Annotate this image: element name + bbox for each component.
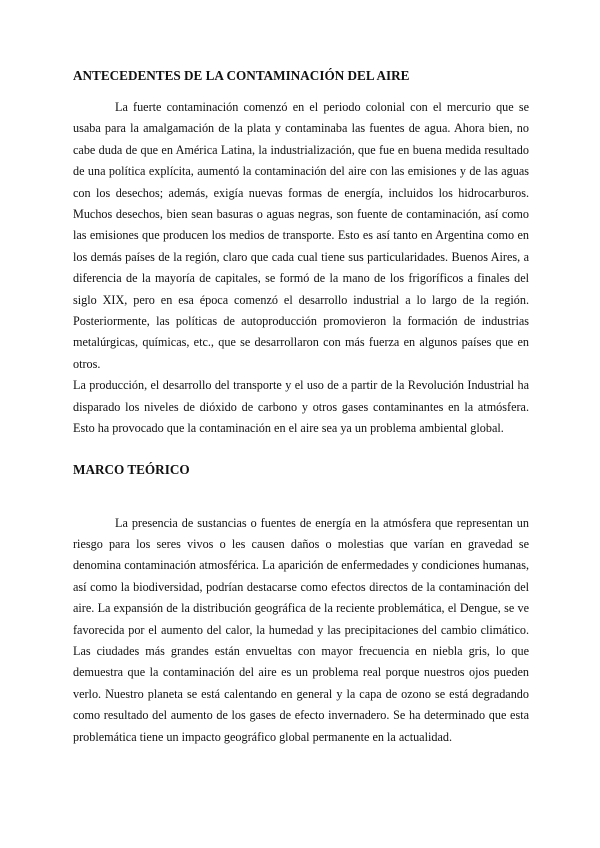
- paragraph-antecedentes-1: La fuerte contaminación comenzó en el periodo colonial con el mercurio que se usaba para la amalgamación de la plata y contaminaba las fuentes de agua. Ahora bien, no cabe duda de que en América Latina, la industrialización, que fue en buena medida resultado de una política explícita, aumentó la contaminación del aire con las emisiones y de las aguas con los desechos; además, exigía nuevas formas de energía, incluidos los hidrocarburos. Muchos desechos, bien sean basuras o aguas negras, son fuente de contaminación, así como las emisiones que producen los medios de transporte. Esto es así tanto en Argentina como en los demás países de la región, claro que cada cual tiene sus particularidades. Buenos Aires, a diferencia de la mayoría de capitales, se formó de la mano de los frigoríficos a finales del siglo XIX, pero en esa época comenzó el desarrollo industrial a lo largo de la región. Posteriormente, las políticas de autoproducción promovieron la formación de industrias metalúrgicas, químicas, etc., que se desarrollaron con más fuerza en algunos países que en otros.: [73, 100, 529, 371]
- section-heading-marco-teorico: MARCO TEÓRICO: [73, 461, 190, 477]
- section-heading-antecedentes: ANTECEDENTES DE LA CONTAMINACIÓN DEL AIRE: [73, 68, 410, 83]
- document-body: [73, 66, 529, 748]
- paragraph-antecedentes-2: La producción, el desarrollo del transporte y el uso de a partir de la Revolución Industrial ha disparado los niveles de dióxido de carbono y otros gases contaminantes en la atmósfera. Esto ha provocado que la contaminación en el aire sea ya un problema ambiental global.: [73, 378, 529, 436]
- paragraph-marco-teorico-1: La presencia de sustancias o fuentes de energía en la atmósfera que representan un riesgo para los seres vivos o les causen daños o molestias que varían en gravedad se denomina contaminación atmosférica. La aparición de enfermedades y condiciones humanas, así como la biodiversidad, podrían destacarse como efectos directos de la contaminación del aire. La expansión de la distribución geográfica de la reciente problemática, el Dengue, se ve favorecida por el aumento del calor, la humedad y las precipitaciones del cambio climático. Las ciudades más grandes están envueltas con mayor frecuencia en niebla gris, lo que demuestra que la contaminación del aire es un problema real porque nuestros ojos pueden verlo. Nuestro planeta se está calentando en general y la capa de ozono se está degradando como resultado del aumento de los gases de efecto invernadero. Se ha determinado que esta problemática tiene un impacto geográfico global permanente en la actualidad.: [73, 515, 529, 744]
